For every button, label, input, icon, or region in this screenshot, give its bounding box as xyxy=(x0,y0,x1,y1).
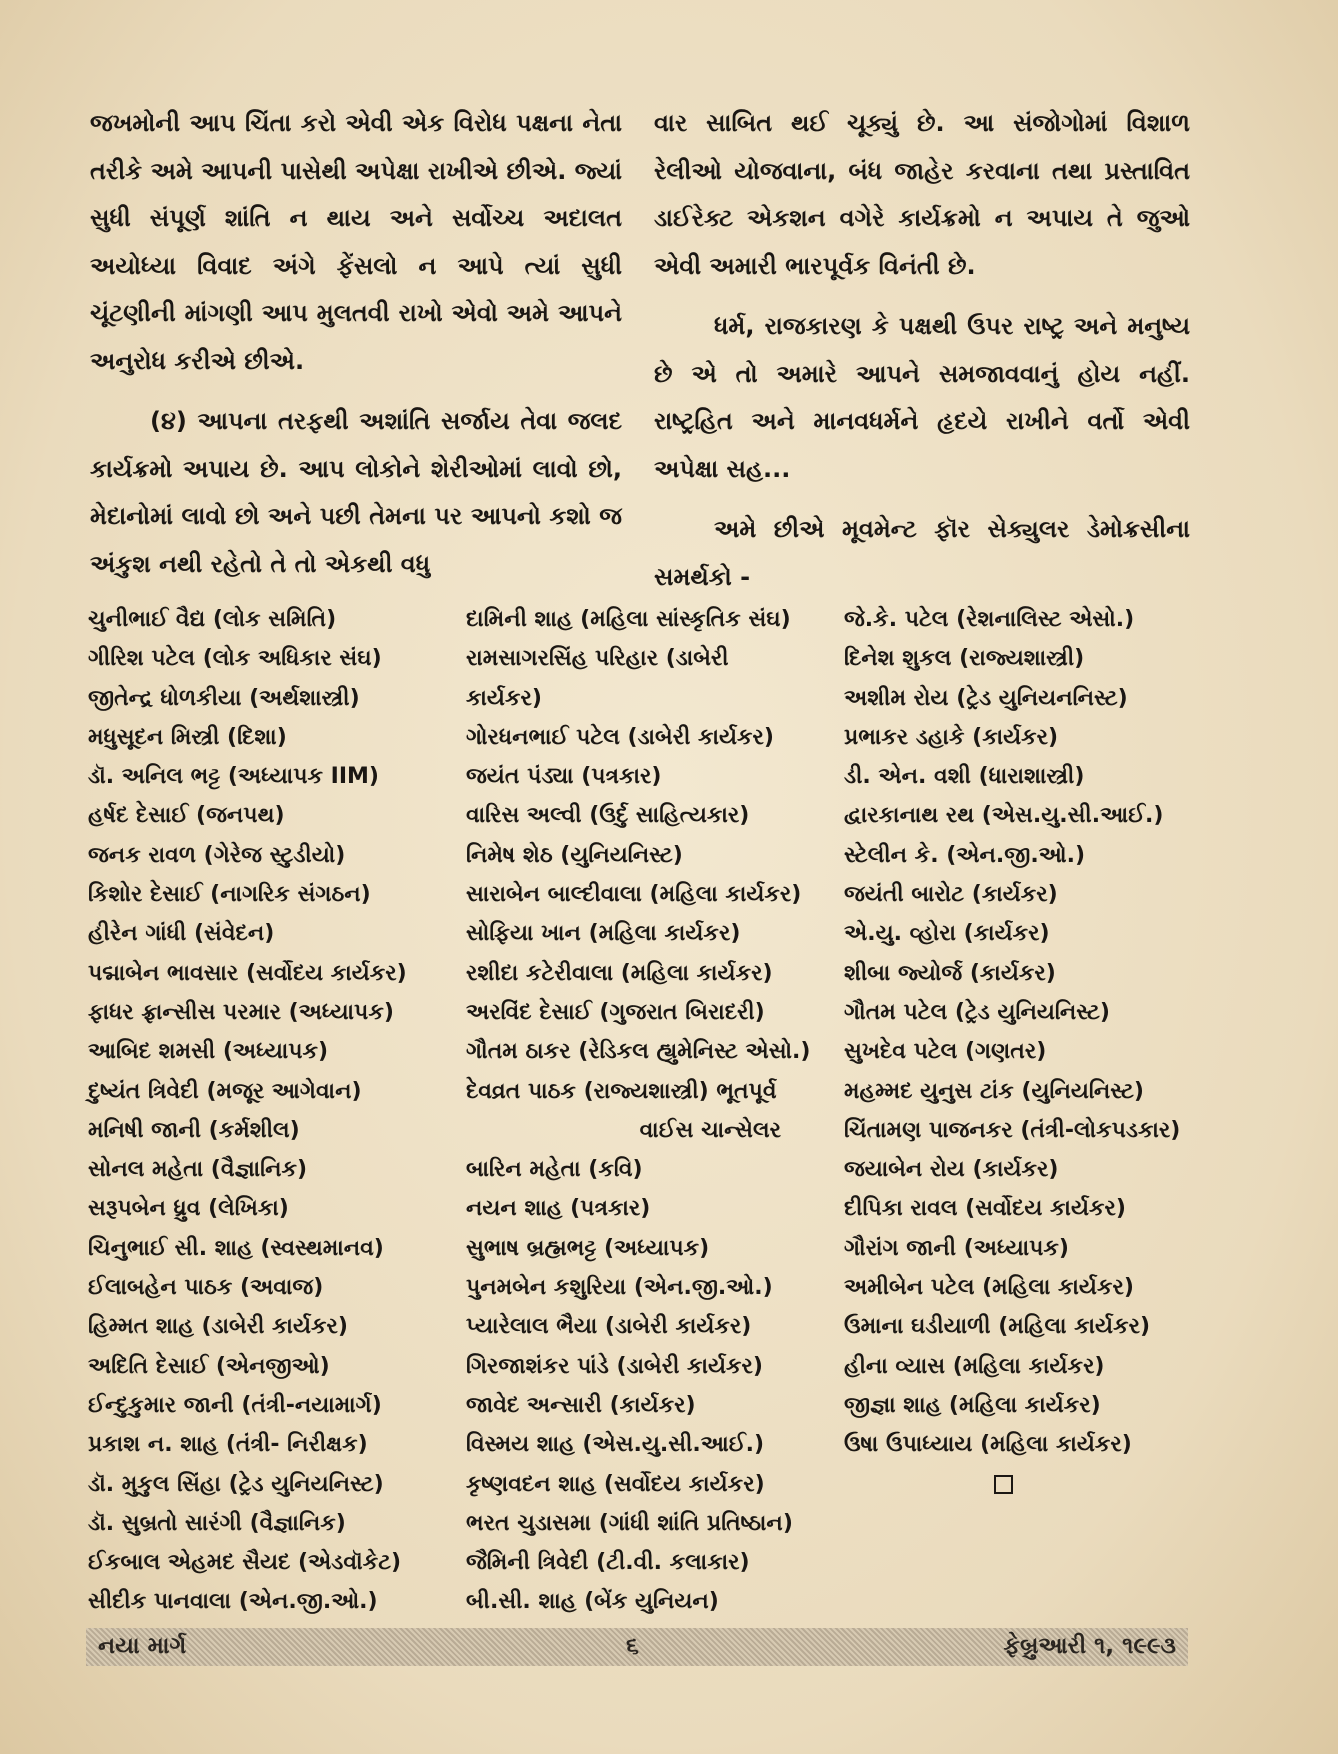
signatories-column-2 xyxy=(466,600,826,1622)
signatory-entry: સારાબેન બાલ્દીવાલા (મહિલા કાર્યકર) xyxy=(466,882,802,908)
signatory-entry: પુનમબેન કશુરિયા (એન.જી.ઓ.) xyxy=(466,1275,773,1301)
signatory-entry: જૈમિની ત્રિવેદી (ટી.વી. કલાકાર) xyxy=(466,1550,750,1576)
signatory-entry: ઉષા ઉપાધ્યાય (મહિલા કાર્યકર) xyxy=(844,1432,1132,1458)
signatory-entry: ચુનીભાઈ વૈદ્ય (લોક સમિતિ) xyxy=(88,607,337,632)
signatory-entry: ઈલાબહેન પાઠક (અવાજ) xyxy=(88,1275,324,1301)
signatory-entry: આબિદ શમસી (અધ્યાપક) xyxy=(88,1039,329,1065)
signatory-entry: ડૉ. સુબ્રતો સારંગી (વૈજ્ઞાનિક) xyxy=(88,1510,346,1536)
signatory-entry: હર્ષદ દેસાઈ (જનપથ) xyxy=(88,803,285,829)
signatory-entry: પ્રકાશ ન. શાહ (તંત્રી- નિરીક્ષક) xyxy=(88,1432,368,1458)
signatory-entry: શીબા જ્યોર્જ (કાર્યકર) xyxy=(844,960,1056,986)
signatory-entry: કાર્યકર) xyxy=(466,685,542,711)
signatory-entry: હીરેન ગાંધી (સંવેદન) xyxy=(88,921,275,947)
signatory-entry: જયંત પંડ્યા (પત્રકાર) xyxy=(466,764,662,790)
signatory-entry: સરૂપબેન ધ્રુવ (લેખિકા) xyxy=(88,1196,289,1222)
body-text-left-column xyxy=(90,100,622,601)
paragraph: વાર સાબિત થઈ ચૂક્યું છે. આ સંજોગોમાં વિશાળ રેલીઓ યોજવાના, બંધ જાહેર કરવાના તથા પ્રસ્તાવિત ડાઈરેક્ટ એકશન વગેરે કાર્યક્રમો ન અપાય તે જુઓ એવી અમારી ભારપૂર્વક વિનંતી છે. xyxy=(654,109,1190,280)
signatory-entry: સીદીક પાનવાલા (એન.જી.ઓ.) xyxy=(88,1589,378,1615)
signatory-entry: ડૉ. અનિલ ભટ્ટ (અધ્યાપક IIM) xyxy=(88,764,379,790)
signatory-entry: ગીરિશ પટેલ (લોક અધિકાર સંઘ) xyxy=(88,646,382,672)
signatory-entry: ભરત ચુડાસમા (ગાંધી શાંતિ પ્રતિષ્ઠાન) xyxy=(466,1510,793,1536)
signatory-entry: નયન શાહ (પત્રકાર) xyxy=(466,1196,651,1222)
signatory-entry: બી.સી. શાહ (બેંક યુનિયન) xyxy=(466,1589,719,1615)
signatory-entry: રશીદા કટેરીવાલા (મહિલા કાર્યકર) xyxy=(466,960,773,986)
signatory-entry: વારિસ અલ્વી (ઉર્દુ સાહિત્યકાર) xyxy=(466,803,750,829)
signatory-entry: મનિષી જાની (કર્મશીલ) xyxy=(88,1117,300,1143)
signatory-entry: ગૌતમ ઠાકર (રેડિકલ હ્યુમેનિસ્ટ એસો.) xyxy=(466,1039,811,1065)
signatory-entry: ગિરજાશંકર પાંડે (ડાબેરી કાર્યકર) xyxy=(466,1353,763,1379)
paragraph: (૪) આપના તરફથી અશાંતિ સર્જાય તેવા જલદ કાર્યક્રમો અપાય છે. આપ લોકોને શેરીઓમાં લાવો છો, મેદાનોમાં લાવો છો અને પછી તેમના પર આપનો કશો જ અંકુશ નથી રહેતો તે તો એકથી વધુ xyxy=(90,407,622,578)
signatory-entry: પ્યારેલાલ ભૈયા (ડાબેરી કાર્યકર) xyxy=(466,1314,752,1340)
signatory-entry: ચિંતામણ પાજનકર (તંત્રી-લોકપડકાર) xyxy=(844,1117,1181,1143)
signatory-entry: દ્વારકાનાથ રથ (એસ.યુ.સી.આઈ.) xyxy=(844,803,1164,829)
signatory-entry: ઈકબાલ એહમદ સૈયદ (એડવૉકેટ) xyxy=(88,1550,402,1576)
signatory-entry: ચિનુભાઈ સી. શાહ (સ્વસ્થમાનવ) xyxy=(88,1235,384,1261)
signatories-column-3 xyxy=(844,600,1204,1507)
signatory-entry: કૃષ્ણવદન શાહ (સર્વોદય કાર્યકર) xyxy=(466,1471,765,1497)
signatory-entry: જનક રાવળ (ગેરેજ સ્ટુડીયો) xyxy=(88,842,346,868)
signatory-entry: જયાબેન રોય (કાર્યકર) xyxy=(844,1157,1059,1183)
signatory-entry: દિનેશ શુકલ (રાજ્યશાસ્ત્રી) xyxy=(844,646,1085,672)
signatory-entry: સોફિયા ખાન (મહિલા કાર્યકર) xyxy=(466,921,741,947)
signatory-entry: સોનલ મહેતા (વૈજ્ઞાનિક) xyxy=(88,1157,308,1183)
signatory-entry: કિશોર દેસાઈ (નાગરિક સંગઠન) xyxy=(88,882,371,908)
signatory-entry: ઈન્દુકુમાર જાની (તંત્રી-નયામાર્ગ) xyxy=(88,1392,382,1418)
signatory-entry: ગૌતમ પટેલ (ટ્રેડ યુનિયનિસ્ટ) xyxy=(844,999,1110,1025)
signatory-entry: પ્રભાકર ડહાકે (કાર્યકર) xyxy=(844,724,1059,750)
signatory-entry: ઉમાના ઘડીયાળી (મહિલા કાર્યકર) xyxy=(844,1314,1151,1340)
signatory-entry: એ.યુ. વ્હોરા (કાર્યકર) xyxy=(844,921,1050,947)
signatory-entry: મહમ્મદ યુનુસ ટાંક (યુનિયનિસ્ટ) xyxy=(844,1078,1144,1104)
signatory-entry: નિમેષ શેઠ (યુનિયનિસ્ટ) xyxy=(466,842,683,868)
signatory-entry: પદ્માબેન ભાવસાર (સર્વોદય કાર્યકર) xyxy=(88,960,407,986)
signatory-entry: સ્ટેલીન કે. (એન.જી.ઓ.) xyxy=(844,842,1086,868)
page-number: ૬ xyxy=(626,1633,639,1659)
signatory-entry: અશીમ રોય (ટ્રેડ યુનિયનનિસ્ટ) xyxy=(844,685,1128,711)
signatory-entry: વિસ્મય શાહ (એસ.યુ.સી.આઈ.) xyxy=(466,1432,765,1458)
end-mark-box-icon xyxy=(994,1475,1013,1494)
signatories-column-1 xyxy=(88,600,468,1622)
signatory-entry: બારિન મહેતા (કવિ) xyxy=(466,1157,643,1183)
page-footer xyxy=(86,1628,1188,1666)
signatory-entry: મધુસૂદન મિસ્ત્રી (દિશા) xyxy=(88,724,287,750)
signatory-entry: અદિતિ દેસાઈ (એનજીઓ) xyxy=(88,1353,330,1379)
publication-name: નયા માર્ગ xyxy=(98,1633,187,1659)
signatory-entry: ડી. એન. વશી (ધારાશાસ્ત્રી) xyxy=(844,764,1085,790)
signatory-entry: સુભાષ બ્રહ્મભટ્ટ (અધ્યાપક) xyxy=(466,1235,710,1261)
signatory-entry: દુષ્યંત ત્રિવેદી (મજૂર આગેવાન) xyxy=(88,1078,362,1104)
signatory-entry: ગોરધનભાઈ પટેલ (ડાબેરી કાર્યકર) xyxy=(466,724,774,750)
signatory-entry: ગૌરાંગ જાની (અધ્યાપક) xyxy=(844,1235,1069,1261)
paragraph: ધર્મ, રાજકારણ કે પક્ષથી ઉપર રાષ્ટ્ર અને મનુષ્ય છે એ તો અમારે આપને સમજાવવાનું હોય નહીં. રાષ્ટ્રહિત અને માનવધર્મને હૃદયે રાખીને વર્તો એવી અપેક્ષા સહ... xyxy=(654,312,1190,483)
signatory-entry: જે.કે. પટેલ (રેશનાલિસ્ટ એસો.) xyxy=(844,607,1135,632)
signatory-entry: અમીબેન પટેલ (મહિલા કાર્યકર) xyxy=(844,1275,1134,1301)
signatory-entry: સુખદેવ પટેલ (ગણતર) xyxy=(844,1039,1047,1065)
signatory-entry: હીના વ્યાસ (મહિલા કાર્યકર) xyxy=(844,1353,1105,1379)
signatory-entry: વાઈસ ચાન્સેલર xyxy=(639,1117,781,1143)
signatory-entry: રામસાગરસિંહ પરિહાર (ડાબેરી xyxy=(466,646,729,672)
signatory-entry: હિમ્મત શાહ (ડાબેરી કાર્યકર) xyxy=(88,1314,348,1340)
issue-date: ફેબ્રુઆરી ૧, ૧૯૯૩ xyxy=(1003,1633,1176,1659)
signatory-entry: જીજ્ઞા શાહ (મહિલા કાર્યકર) xyxy=(844,1392,1101,1418)
signatory-entry: દીપિકા રાવલ (સર્વોદય કાર્યકર) xyxy=(844,1196,1126,1222)
paragraph: અમે છીએ મૂવમેન્ટ ફૉર સેક્યુલર ડેમોક્રસીના સમર્થકો - xyxy=(654,515,1190,591)
signatory-entry: દામિની શાહ (મહિલા સાંસ્કૃતિક સંઘ) xyxy=(466,607,791,632)
signatory-entry: જયંતી બારોટ (કાર્યકર) xyxy=(844,882,1058,908)
signatory-entry: અરવિંદ દેસાઈ (ગુજરાત બિરાદરી) xyxy=(466,999,765,1025)
paragraph: જખમોની આપ ચિંતા કરો એવી એક વિરોધ પક્ષના નેતા તરીકે અમે આપની પાસેથી અપેક્ષા રાખીએ છીએ. જ્યાં સુધી સંપૂર્ણ શાંતિ ન થાય અને સર્વોચ્ચ અદાલત અયોધ્યા વિવાદ અંગે ફેંસલો ન આપે ત્યાં સુધી ચૂંટણીની માંગણી આપ મુલતવી રાખો એવો અમે આપને અનુરોધ કરીએ છીએ. xyxy=(90,109,622,375)
signatory-entry: જાવેદ અન્સારી (કાર્યકર) xyxy=(466,1392,696,1418)
signatory-entry: ડૉ. મુકુલ સિંહા (ટ્રેડ યુનિયનિસ્ટ) xyxy=(88,1471,384,1497)
signatory-entry: દેવવ્રત પાઠક (રાજ્યશાસ્ત્રી) ભૂતપૂર્વ xyxy=(466,1078,777,1104)
signatory-entry: ફાધર ફ્રાન્સીસ પરમાર (અધ્યાપક) xyxy=(88,999,394,1025)
body-text-right-column xyxy=(654,100,1190,614)
signatory-entry: જીતેન્દ્ર ધોળકીયા (અર્થશાસ્ત્રી) xyxy=(88,685,360,711)
